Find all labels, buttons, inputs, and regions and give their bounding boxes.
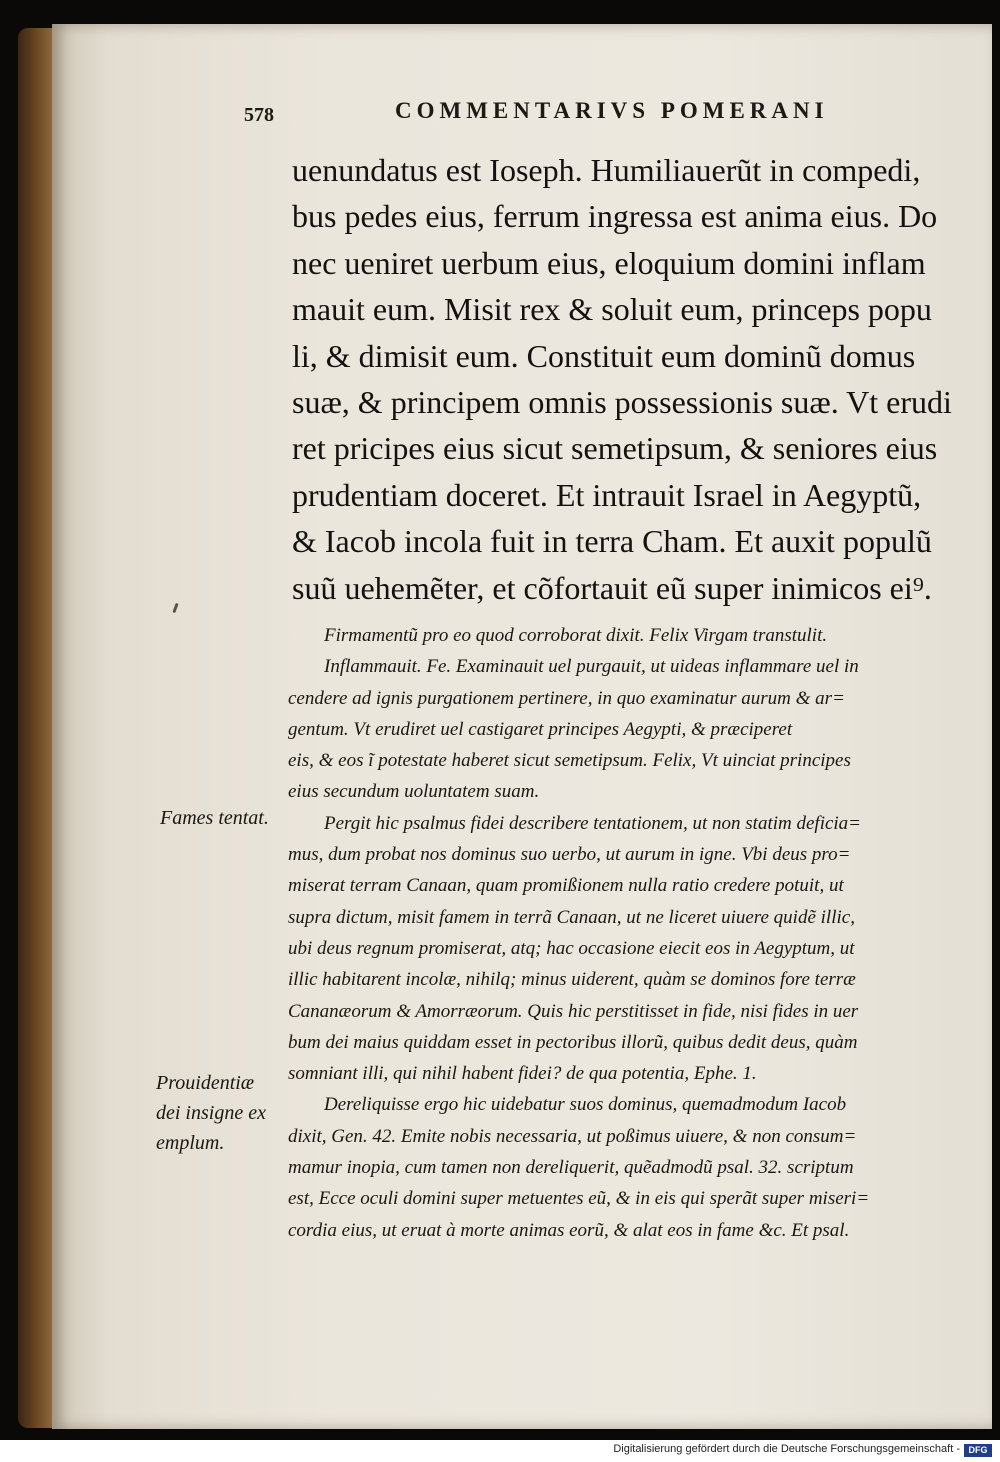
page-number: 578 <box>244 104 274 126</box>
verse-line: mauit eum. Misit rex & soluit eum, princeps popu <box>292 291 932 328</box>
psalm-verse-block <box>292 147 962 611</box>
commentary-block <box>288 620 960 1246</box>
commentary-line: Cananæorum & Amorræorum. Quis hic perstitisset in fide, nisi fides in uer <box>288 1000 859 1022</box>
margin-note-line: emplum. <box>156 1132 225 1154</box>
commentary-line: cendere ad ignis purgationem pertinere, in quo examinatur aurum & ar= <box>288 687 845 709</box>
commentary-line: gentum. Vt erudiret uel castigaret principes Aegypti, & præciperet <box>288 718 793 740</box>
footer-credit: Digitalisierung gefördert durch die Deutsche Forschungsgemeinschaft - <box>613 1443 960 1455</box>
verse-line: bus pedes eius, ferrum ingressa est anima eius. Do <box>292 198 938 235</box>
verse-line: & Iacob incola fuit in terra Cham. Et auxit populũ <box>292 523 932 560</box>
footer-bar <box>0 1440 1000 1462</box>
commentary-line: cordia eius, ut eruat à morte animas eorũ, & alat eos in fame &c. Et psal. <box>288 1219 850 1241</box>
commentary-line: somniant illi, qui nihil habent fidei? de qua potentia, Ephe. 1. <box>288 1063 757 1085</box>
verse-line: suũ uehemẽter, et cõfortauit eũ super inimicos ei⁹. <box>292 569 932 606</box>
verse-line: uenundatus est Ioseph. Humiliauerũt in compedi, <box>292 152 921 188</box>
commentary-line: ubi deus regnum promiserat, atq; hac occasione eiecit eos in Aegyptum, ut <box>288 937 855 959</box>
margin-note-line: dei insigne ex <box>156 1102 266 1124</box>
commentary-line: illic habitarent incolæ, nihilq; minus uiderent, quàm se dominos fore terræ <box>288 969 856 991</box>
commentary-line: bum dei maius quiddam esset in pectoribus illorũ, quibus dedit deus, quàm <box>288 1031 858 1053</box>
commentary-line: supra dictum, misit famem in terrã Canaan, ut ne liceret uiuere quidẽ illic, <box>288 906 855 928</box>
commentary-line: mus, dum probat nos dominus suo uerbo, ut aurum in igne. Vbi deus pro= <box>288 844 851 866</box>
commentary-line: Inflammauit. Fe. Examinauit uel purgauit, ut uideas inflammare uel in <box>324 656 859 678</box>
commentary-line: Firmamentũ pro eo quod corroborat dixit. Felix Virgam transtulit. <box>324 625 828 646</box>
verse-line: ret pricipes eius sicut semetipsum, & seniores eius <box>292 430 938 467</box>
commentary-line: eius secundum uoluntatem suam. <box>288 781 540 803</box>
verse-line: prudentiam doceret. Et intrauit Israel in Aegyptũ, <box>292 476 922 513</box>
commentary-line: est, Ecce oculi domini super metuentes eũ, & in eis qui sperãt super miseri= <box>288 1188 870 1210</box>
commentary-line: mamur inopia, cum tamen non dereliquerit, quẽadmodũ psal. 32. scriptum <box>288 1157 854 1179</box>
margin-note-fames: Fames tentat. <box>160 807 269 829</box>
commentary-line: Dereliquisse ergo hic uidebatur suos dominus, quemadmodum Iacob <box>324 1094 847 1116</box>
commentary-line: dixit, Gen. 42. Emite nobis necessaria, ut poßimus uiuere, & non consum= <box>288 1125 857 1147</box>
running-head <box>0 98 1000 132</box>
commentary-line: miserat terram Canaan, quam promißionem nulla ratio credere potuit, ut <box>288 875 844 897</box>
verse-line: li, & dimisit eum. Constituit eum dominũ domus <box>292 337 916 374</box>
commentary-line: eis, & eos ĩ potestate haberet sicut semetipsum. Felix, Vt uinciat principes <box>288 750 851 772</box>
margin-note-line: Prouidentiæ <box>156 1072 255 1094</box>
margin-note-providentiae <box>156 1068 266 1158</box>
verse-line: suæ, & principem omnis possessionis suæ. Vt erudi <box>292 384 952 421</box>
commentary-line: Pergit hic psalmus fidei describere tentationem, ut non statim deficia= <box>324 812 862 834</box>
dfg-logo-icon: DFG <box>964 1444 992 1457</box>
verse-line: nec ueniret uerbum eius, eloquium domini inflam <box>292 244 926 281</box>
running-title: COMMENTARIVS POMERANI <box>395 98 829 123</box>
